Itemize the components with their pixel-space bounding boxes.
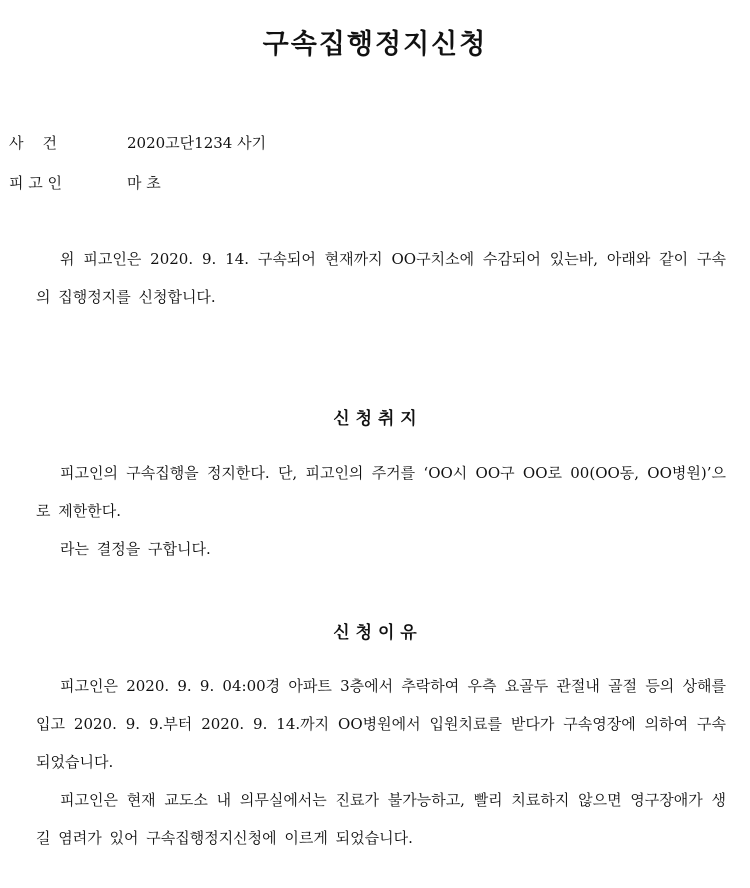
case-row (9, 132, 266, 153)
reasons-paragraph-2: 피고인은 현재 교도소 내 의무실에서는 진료가 불가능하고, 빨리 치료하지 않으면 영구장애가 생길 염려가 있어 구속집행정지신청에 이르게 되었습니다. (36, 791, 726, 847)
defendant-row (9, 172, 161, 193)
defendant-label: 피 고 인 (9, 174, 63, 192)
document-title: 구속집행정지신청 (262, 29, 488, 60)
purpose-heading: 신 청 취 지 (333, 409, 417, 429)
purpose-closing: 라는 결정을 구합니다. (60, 540, 211, 558)
case-number: 2020고단1234 사기 (127, 134, 267, 152)
reasons-heading: 신 청 이 유 (333, 623, 417, 643)
reasons-paragraph-1: 피고인은 2020. 9. 9. 04:00경 아파트 3층에서 추락하여 우측 요골두 관절내 골절 등의 상해를 입고 2020. 9. 9.부터 2020. 9. 14.까지 OO병원에서 입원치료를 받다가 구속영장에 의하여 구속되었습니다. (36, 677, 726, 771)
intro-paragraph: 위 피고인은 2020. 9. 14. 구속되어 현재까지 OO구치소에 수감되어 있는바, 아래와 같이 구속의 집행정지를 신청합니다. (36, 250, 726, 306)
defendant-name: 마 초 (127, 174, 161, 192)
case-label: 사 건 (9, 134, 58, 152)
purpose-paragraph: 피고인의 구속집행을 정지한다. 단, 피고인의 주거를 ‘OO시 OO구 OO로 00(OO동, OO병원)’으로 제한한다. (36, 464, 726, 520)
